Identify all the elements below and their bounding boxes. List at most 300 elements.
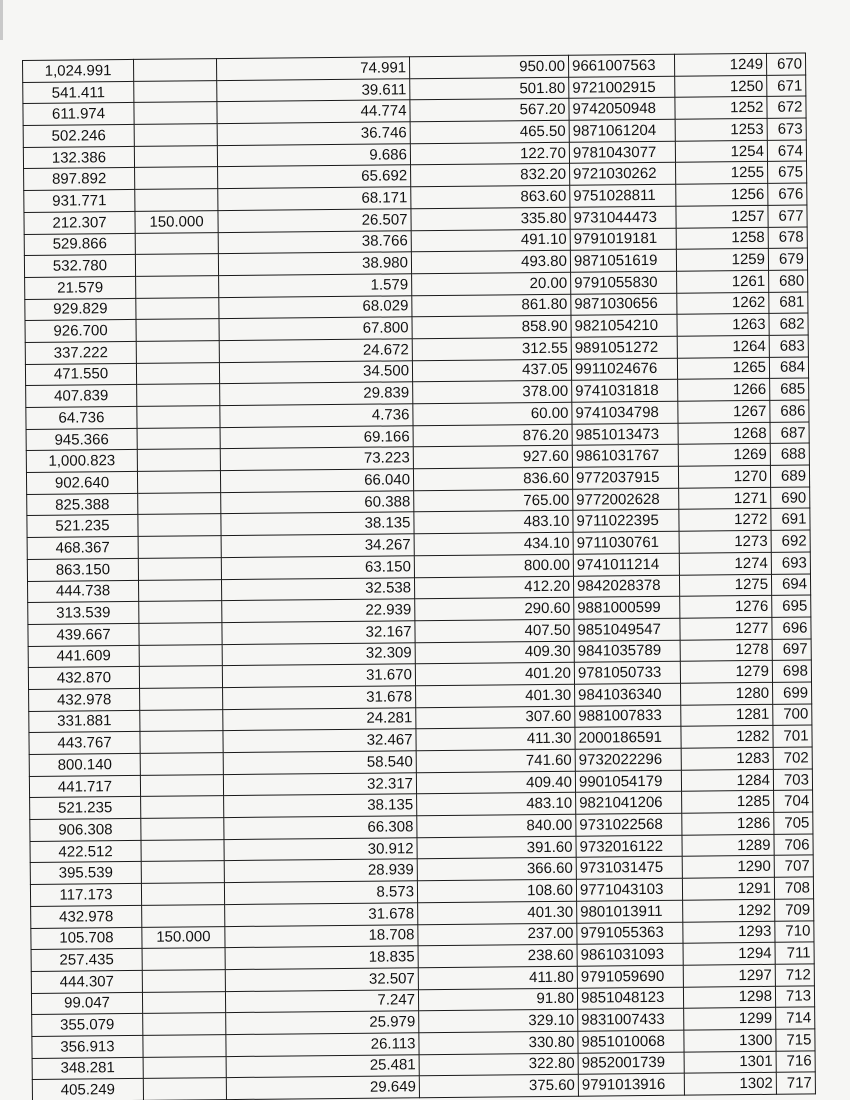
base-cell: 800.00 <box>414 554 573 577</box>
base-cell: 322.80 <box>419 1053 578 1076</box>
base-cell: 741.60 <box>416 749 575 772</box>
total-cell: 521.235 <box>30 797 141 820</box>
extra-cell <box>141 796 224 818</box>
total-cell: 443.767 <box>29 732 140 755</box>
index-cell: 695 <box>772 595 811 617</box>
extra-cell <box>135 189 218 211</box>
tax-cell: 1.579 <box>219 274 412 298</box>
reference-cell: 1252 <box>675 97 767 120</box>
base-cell: 409.30 <box>415 641 574 664</box>
reference-cell: 1278 <box>680 639 772 662</box>
index-cell: 689 <box>770 465 809 487</box>
reference-cell: 1257 <box>676 205 768 228</box>
total-cell: 348.281 <box>32 1057 143 1080</box>
tax-cell: 68.171 <box>218 187 411 211</box>
reference-cell: 1276 <box>680 596 772 619</box>
total-cell: 407.839 <box>26 385 137 408</box>
base-cell: 375.60 <box>419 1075 578 1098</box>
index-cell: 716 <box>776 1051 815 1073</box>
total-cell: 825.388 <box>27 493 138 516</box>
index-cell: 700 <box>773 704 812 726</box>
reference-cell: 1270 <box>678 465 770 488</box>
index-cell: 711 <box>775 942 814 964</box>
reference-cell: 1290 <box>682 856 774 879</box>
extra-cell <box>140 753 223 775</box>
reference-cell: 1281 <box>681 704 773 727</box>
reference-cell: 1271 <box>679 487 771 510</box>
account-cell: 9891051272 <box>571 336 677 359</box>
account-cell: 9852001739 <box>578 1052 684 1075</box>
tax-cell: 60.388 <box>221 491 414 515</box>
reference-cell: 1300 <box>684 1029 776 1052</box>
account-cell: 9781043077 <box>569 141 675 164</box>
index-cell: 684 <box>769 357 808 379</box>
extra-cell <box>141 839 224 861</box>
tax-cell: 32.309 <box>222 642 415 666</box>
extra-cell <box>135 167 218 189</box>
base-cell: 437.05 <box>412 359 571 382</box>
reference-cell: 1285 <box>682 791 774 814</box>
base-cell: 567.20 <box>410 99 569 122</box>
tax-cell: 8.573 <box>224 881 417 905</box>
tax-cell: 67.800 <box>219 317 412 341</box>
extra-cell <box>139 644 222 666</box>
tax-cell: 38.980 <box>218 252 411 276</box>
extra-cell <box>142 948 225 970</box>
reference-cell: 1294 <box>683 942 775 965</box>
tax-cell: 34.267 <box>221 534 414 558</box>
tax-cell: 36.746 <box>217 122 410 146</box>
index-cell: 677 <box>768 205 807 227</box>
reference-cell: 1284 <box>681 769 773 792</box>
tax-cell: 44.774 <box>217 100 410 124</box>
total-cell: 432.870 <box>28 667 139 690</box>
extra-cell <box>136 341 219 363</box>
total-cell: 468.367 <box>27 537 138 560</box>
account-cell: 9791013916 <box>578 1074 684 1097</box>
index-cell: 680 <box>769 270 808 292</box>
tax-cell: 32.317 <box>223 772 416 796</box>
account-cell: 9821054210 <box>571 314 677 337</box>
base-cell: 483.10 <box>417 793 576 816</box>
index-cell: 671 <box>767 75 806 97</box>
reference-cell: 1266 <box>678 379 770 402</box>
extra-cell <box>139 666 222 688</box>
account-cell: 9881007833 <box>575 705 681 728</box>
account-cell: 9731044473 <box>570 206 676 229</box>
reference-cell: 1253 <box>675 118 767 141</box>
reference-cell: 1254 <box>675 140 767 163</box>
extra-cell <box>134 102 217 124</box>
total-cell: 611.974 <box>23 103 134 126</box>
total-cell: 337.222 <box>25 341 136 364</box>
reference-cell: 1249 <box>674 53 766 76</box>
tax-cell: 66.040 <box>220 469 413 493</box>
reference-cell: 1286 <box>682 812 774 835</box>
extra-cell <box>137 406 220 428</box>
reference-cell: 1279 <box>680 661 772 684</box>
total-cell: 21.579 <box>25 276 136 299</box>
reference-cell: 1269 <box>678 444 770 467</box>
base-cell: 238.60 <box>418 944 577 967</box>
base-cell: 409.40 <box>416 771 575 794</box>
reference-cell: 1264 <box>677 335 769 358</box>
account-cell: 9841036340 <box>575 683 681 706</box>
reference-cell: 1273 <box>679 530 771 553</box>
base-cell: 411.80 <box>418 966 577 989</box>
account-cell: 9871051619 <box>570 249 676 272</box>
base-cell: 876.20 <box>413 424 572 447</box>
tax-cell: 74.991 <box>216 57 409 81</box>
tax-cell: 38.135 <box>221 512 414 536</box>
account-cell: 9901054179 <box>575 770 681 793</box>
account-cell: 9842028378 <box>573 575 679 598</box>
account-cell: 9751028811 <box>570 184 676 207</box>
index-cell: 674 <box>767 140 806 162</box>
index-cell: 682 <box>769 313 808 335</box>
index-cell: 693 <box>771 552 810 574</box>
index-cell: 701 <box>773 725 812 747</box>
account-cell: 9721030262 <box>570 163 676 186</box>
tax-cell: 73.223 <box>220 447 413 471</box>
total-cell: 441.717 <box>29 775 140 798</box>
account-cell: 9871030656 <box>571 293 677 316</box>
account-cell: 9791055830 <box>571 271 677 294</box>
base-cell: 391.60 <box>417 836 576 859</box>
index-cell: 697 <box>772 639 811 661</box>
account-cell: 9772037915 <box>572 466 678 489</box>
total-cell: 356.913 <box>32 1035 143 1058</box>
account-cell: 9871061204 <box>569 119 675 142</box>
base-cell: 927.60 <box>413 446 572 469</box>
extra-cell <box>143 1013 226 1035</box>
reference-cell: 1297 <box>683 964 775 987</box>
base-cell: 122.70 <box>410 142 569 165</box>
account-cell: 9851013473 <box>572 423 678 446</box>
reference-cell: 1259 <box>676 249 768 272</box>
base-cell: 366.60 <box>417 858 576 881</box>
extra-cell <box>143 1035 226 1057</box>
extra-cell <box>143 1056 226 1078</box>
total-cell: 439.667 <box>28 623 139 646</box>
total-cell: 99.047 <box>31 992 142 1015</box>
reference-cell: 1250 <box>675 75 767 98</box>
reference-cell: 1274 <box>679 552 771 575</box>
total-cell: 945.366 <box>26 428 137 451</box>
base-cell: 329.10 <box>419 1009 578 1032</box>
extra-cell <box>133 59 216 81</box>
extra-cell <box>138 492 221 514</box>
base-cell: 832.20 <box>411 164 570 187</box>
total-cell: 929.829 <box>25 298 136 321</box>
tax-cell: 69.166 <box>220 425 413 449</box>
total-cell: 117.173 <box>30 884 141 907</box>
ledger-body <box>23 53 816 1100</box>
base-cell: 108.60 <box>417 879 576 902</box>
extra-cell <box>140 709 223 731</box>
tax-cell: 24.672 <box>219 339 412 363</box>
reference-cell: 1256 <box>676 183 768 206</box>
base-cell: 20.00 <box>412 272 571 295</box>
index-cell: 699 <box>773 682 812 704</box>
index-cell: 685 <box>770 378 809 400</box>
reference-cell: 1267 <box>678 400 770 423</box>
reference-cell: 1293 <box>683 921 775 944</box>
account-cell: 9771043103 <box>576 878 682 901</box>
base-cell: 483.10 <box>414 511 573 534</box>
index-cell: 717 <box>776 1072 815 1094</box>
account-cell: 2000186591 <box>575 727 681 750</box>
reference-cell: 1302 <box>684 1073 776 1096</box>
extra-cell: 150.000 <box>135 210 218 232</box>
base-cell: 91.80 <box>418 988 577 1011</box>
base-cell: 858.90 <box>412 315 571 338</box>
total-cell: 926.700 <box>25 320 136 343</box>
tax-cell: 32.167 <box>222 621 415 645</box>
account-cell: 9772002628 <box>573 488 679 511</box>
total-cell: 64.736 <box>26 406 137 429</box>
tax-cell: 4.736 <box>220 404 413 428</box>
tax-cell: 29.649 <box>226 1076 419 1100</box>
tax-cell: 18.835 <box>225 946 418 970</box>
index-cell: 683 <box>769 335 808 357</box>
extra-cell <box>143 1078 226 1100</box>
tax-cell: 68.029 <box>219 295 412 319</box>
tax-cell: 32.538 <box>221 577 414 601</box>
tax-cell: 31.678 <box>223 686 416 710</box>
total-cell: 502.246 <box>23 124 134 147</box>
total-cell: 444.738 <box>28 580 139 603</box>
extra-cell <box>142 904 225 926</box>
extra-cell <box>136 319 219 341</box>
base-cell: 950.00 <box>409 55 568 78</box>
tax-cell: 32.467 <box>223 729 416 753</box>
tax-cell: 29.839 <box>220 382 413 406</box>
base-cell: 434.10 <box>414 532 573 555</box>
total-cell: 532.780 <box>24 255 135 278</box>
base-cell: 401.30 <box>416 684 575 707</box>
account-cell: 9731022568 <box>576 813 682 836</box>
base-cell: 237.00 <box>418 923 577 946</box>
extra-cell <box>137 449 220 471</box>
base-cell: 290.60 <box>415 597 574 620</box>
total-cell: 432.978 <box>29 688 140 711</box>
tax-cell: 65.692 <box>218 165 411 189</box>
extra-cell <box>135 232 218 254</box>
account-cell: 9851010068 <box>578 1030 684 1053</box>
account-cell: 9911024676 <box>571 358 677 381</box>
base-cell: 335.80 <box>411 207 570 230</box>
index-cell: 678 <box>768 226 807 248</box>
index-cell: 710 <box>775 920 814 942</box>
base-cell: 863.60 <box>411 185 570 208</box>
tax-cell: 26.113 <box>226 1033 419 1057</box>
account-cell: 9821041206 <box>576 792 682 815</box>
reference-cell: 1282 <box>681 726 773 749</box>
account-cell: 9861031093 <box>577 943 683 966</box>
tax-cell: 28.939 <box>224 859 417 883</box>
extra-cell <box>139 601 222 623</box>
account-cell: 9841035789 <box>574 640 680 663</box>
base-cell: 378.00 <box>413 381 572 404</box>
tax-cell: 18.708 <box>225 924 418 948</box>
extra-cell <box>142 991 225 1013</box>
tax-cell: 25.481 <box>226 1054 419 1078</box>
reference-cell: 1299 <box>684 1008 776 1031</box>
base-cell: 312.55 <box>412 337 571 360</box>
base-cell: 840.00 <box>417 814 576 837</box>
tax-cell: 39.611 <box>217 78 410 102</box>
base-cell: 491.10 <box>411 229 570 252</box>
account-cell: 9661007563 <box>568 54 674 77</box>
extra-cell <box>142 969 225 991</box>
reference-cell: 1277 <box>680 617 772 640</box>
tax-cell: 34.500 <box>219 360 412 384</box>
total-cell: 395.539 <box>30 862 141 885</box>
account-cell: 9711022395 <box>573 510 679 533</box>
index-cell: 714 <box>776 1007 815 1029</box>
base-cell: 412.20 <box>414 576 573 599</box>
index-cell: 675 <box>768 161 807 183</box>
reference-cell: 1258 <box>676 227 768 250</box>
index-cell: 703 <box>773 769 812 791</box>
account-cell: 9791055363 <box>577 922 683 945</box>
total-cell: 529.866 <box>24 233 135 256</box>
tax-cell: 22.939 <box>222 599 415 623</box>
base-cell: 836.60 <box>413 467 572 490</box>
index-cell: 688 <box>770 443 809 465</box>
total-cell: 1,024.991 <box>23 59 134 82</box>
total-cell: 444.307 <box>31 970 142 993</box>
base-cell: 401.30 <box>418 901 577 924</box>
index-cell: 692 <box>771 530 810 552</box>
total-cell: 257.435 <box>31 949 142 972</box>
extra-cell <box>140 731 223 753</box>
reference-cell: 1280 <box>681 682 773 705</box>
index-cell: 707 <box>774 855 813 877</box>
index-cell: 691 <box>771 508 810 530</box>
index-cell: 696 <box>772 617 811 639</box>
index-cell: 679 <box>768 248 807 270</box>
total-cell: 313.539 <box>28 602 139 625</box>
base-cell: 407.50 <box>415 619 574 642</box>
extra-cell <box>134 80 217 102</box>
extra-cell <box>141 883 224 905</box>
reference-cell: 1298 <box>683 986 775 1009</box>
total-cell: 521.235 <box>27 515 138 538</box>
account-cell: 9742050948 <box>569 98 675 121</box>
total-cell: 405.249 <box>32 1079 143 1100</box>
index-cell: 708 <box>774 877 813 899</box>
total-cell: 800.140 <box>29 753 140 776</box>
account-cell: 9741011214 <box>573 553 679 576</box>
reference-cell: 1261 <box>677 270 769 293</box>
tax-cell: 66.308 <box>224 816 417 840</box>
index-cell: 702 <box>773 747 812 769</box>
total-cell: 422.512 <box>30 840 141 863</box>
extra-cell <box>137 384 220 406</box>
base-cell: 493.80 <box>411 250 570 273</box>
account-cell: 9711030761 <box>573 531 679 554</box>
extra-cell <box>141 818 224 840</box>
reference-cell: 1289 <box>682 834 774 857</box>
base-cell: 307.60 <box>416 706 575 729</box>
tax-cell: 38.135 <box>224 794 417 818</box>
total-cell: 331.881 <box>29 710 140 733</box>
tax-cell: 31.670 <box>222 664 415 688</box>
extra-cell <box>140 688 223 710</box>
extra-cell <box>134 124 217 146</box>
index-cell: 704 <box>774 790 813 812</box>
index-cell: 712 <box>775 964 814 986</box>
total-cell: 897.892 <box>24 168 135 191</box>
base-cell: 465.50 <box>410 120 569 143</box>
index-cell: 705 <box>774 812 813 834</box>
reference-cell: 1262 <box>677 292 769 315</box>
extra-cell <box>135 254 218 276</box>
account-cell: 9861031767 <box>572 445 678 468</box>
account-cell: 9791059690 <box>577 965 683 988</box>
extra-cell <box>137 427 220 449</box>
total-cell: 541.411 <box>23 81 134 104</box>
extra-cell <box>141 861 224 883</box>
base-cell: 765.00 <box>414 489 573 512</box>
index-cell: 713 <box>775 985 814 1007</box>
extra-cell <box>136 297 219 319</box>
account-cell: 9741034798 <box>572 401 678 424</box>
total-cell: 132.386 <box>23 146 134 169</box>
total-cell: 212.307 <box>24 211 135 234</box>
base-cell: 330.80 <box>419 1031 578 1054</box>
total-cell: 1,000.823 <box>26 450 137 473</box>
index-cell: 690 <box>771 487 810 509</box>
reference-cell: 1275 <box>679 574 771 597</box>
extra-cell <box>136 275 219 297</box>
index-cell: 709 <box>775 899 814 921</box>
extra-cell <box>138 536 221 558</box>
reference-cell: 1272 <box>679 509 771 532</box>
total-cell: 432.978 <box>31 905 142 928</box>
index-cell: 686 <box>770 400 809 422</box>
extra-cell <box>139 622 222 644</box>
tax-cell: 25.979 <box>226 1011 419 1035</box>
index-cell: 672 <box>767 96 806 118</box>
tax-cell: 58.540 <box>223 751 416 775</box>
base-cell: 501.80 <box>410 77 569 100</box>
extra-cell <box>140 774 223 796</box>
ledger-table <box>22 52 816 1100</box>
index-cell: 687 <box>770 422 809 444</box>
account-cell: 9732016122 <box>576 835 682 858</box>
extra-cell <box>138 514 221 536</box>
tax-cell: 32.507 <box>225 968 418 992</box>
page-edge-tab <box>0 0 3 40</box>
index-cell: 715 <box>776 1029 815 1051</box>
account-cell: 9721002915 <box>569 76 675 99</box>
tax-cell: 24.281 <box>223 707 416 731</box>
account-cell: 9791019181 <box>570 228 676 251</box>
reference-cell: 1265 <box>677 357 769 380</box>
account-cell: 9732022296 <box>575 748 681 771</box>
tax-cell: 26.507 <box>218 209 411 233</box>
index-cell: 694 <box>771 573 810 595</box>
account-cell: 9851049547 <box>574 618 680 641</box>
base-cell: 411.30 <box>416 728 575 751</box>
account-cell: 9851048123 <box>577 987 683 1010</box>
base-cell: 861.80 <box>412 294 571 317</box>
index-cell: 706 <box>774 834 813 856</box>
extra-cell <box>136 362 219 384</box>
